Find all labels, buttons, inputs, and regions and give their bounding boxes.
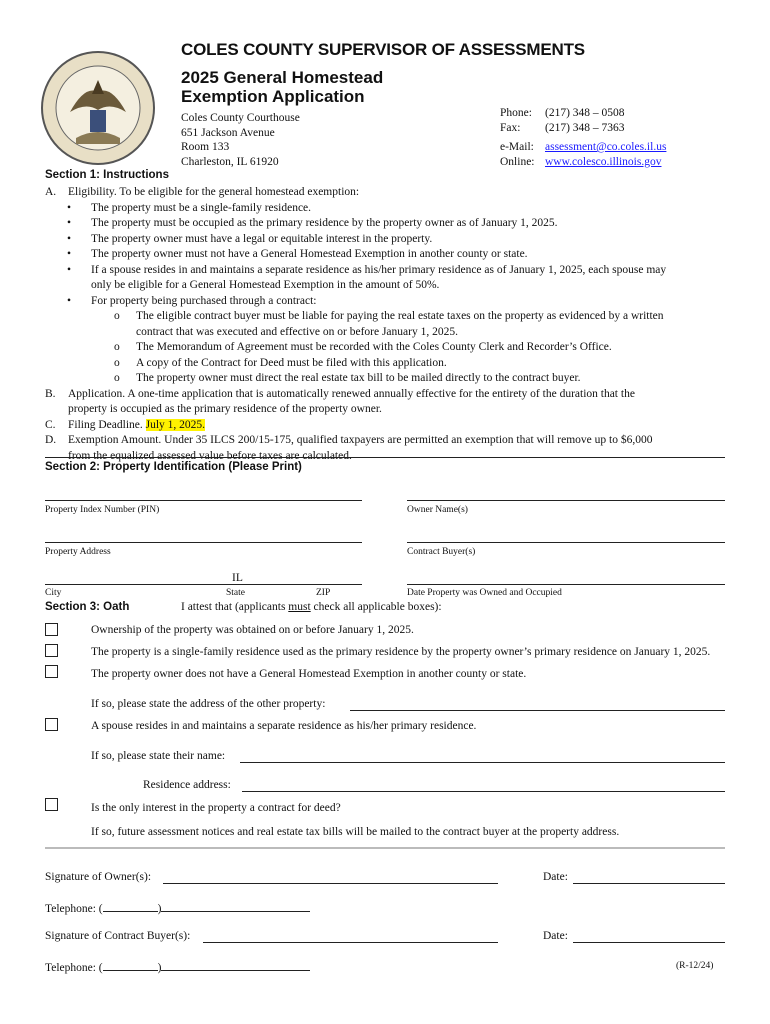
sub-item-cont: contract that was executed and effective on or before January 1, 2025.: [136, 325, 458, 338]
date-owned-label: Date Property was Owned and Occupied: [407, 588, 562, 598]
telephone-label: Telephone: (: [45, 962, 103, 974]
section3-title: Section 3: Oath: [45, 601, 130, 613]
oath-item: The property owner does not have a General Homestead Exemption in another county or state.: [91, 668, 527, 680]
checkbox-ownership-date[interactable]: [45, 623, 58, 636]
city-label: City: [45, 588, 62, 598]
bullet-item: The property must be a single-family residence.: [91, 201, 312, 214]
owner-name-label: Owner Name(s): [407, 505, 468, 515]
oath-item: Is the only interest in the property a contract for deed?: [91, 802, 341, 814]
telephone-field[interactable]: [161, 959, 310, 971]
bullet-item: The property must be occupied as the primary residence by the property owner as of January 1, 2025.: [91, 217, 558, 229]
buyer-date-label: Date:: [543, 930, 568, 942]
owner-telephone: [45, 900, 310, 915]
email-label: e-Mail:: [500, 141, 534, 153]
bullet-item: If a spouse resides in and maintains a separate residence as his/her primary residence as of January 1, 2025, each spouse may: [91, 263, 667, 276]
city-state-zip-field[interactable]: [45, 584, 362, 585]
owner-signature-label: Signature of Owner(s):: [45, 871, 152, 883]
fax-label: Fax:: [500, 121, 521, 134]
application-text: Application. A one-time application that is automatically renewed annually effective for the entirety of the duration that the: [68, 387, 635, 400]
oath-attest-text: [181, 601, 442, 613]
pin-field[interactable]: [45, 500, 362, 501]
attest-pre: I attest that (applicants: [181, 601, 289, 613]
attest-post: check all applicable boxes):: [310, 601, 442, 613]
pin-label: Property Index Number (PIN): [45, 505, 160, 515]
oath-item: Ownership of the property was obtained on or before January 1, 2025.: [91, 624, 414, 636]
buyer-signature-field[interactable]: [203, 942, 498, 943]
form-title-line2: Exemption Application: [181, 87, 365, 106]
checkbox-contract-for-deed[interactable]: [45, 798, 58, 811]
buyer-telephone: [45, 959, 310, 974]
property-address-field[interactable]: [45, 542, 362, 543]
address-line: 651 Jackson Avenue: [181, 126, 275, 139]
telephone-label: Telephone: (: [45, 903, 103, 915]
spouse-name-field[interactable]: [240, 762, 725, 763]
address-line: Room 133: [181, 141, 230, 153]
item-letter: C.: [45, 418, 56, 431]
exemption-amount-text: Exemption Amount. Under 35 ILCS 200/15-175, qualified taxpayers are permitted an exemption that will remove up to $6,000: [68, 434, 653, 446]
contract-buyer-label: Contract Buyer(s): [407, 547, 476, 557]
area-code-field[interactable]: [103, 959, 158, 971]
signature-divider: [45, 847, 725, 849]
item-letter: D.: [45, 434, 57, 446]
phone-label: Phone:: [500, 107, 532, 119]
state-value: IL: [232, 572, 243, 584]
bullet-item: The property owner must not have a General Homestead Exemption in another county or state.: [91, 248, 528, 260]
application-text-cont: property is occupied as the primary residence of the property owner.: [68, 403, 382, 415]
sub-item: The eligible contract buyer must be liable for paying the real estate taxes on the property as evidenced by a written: [136, 310, 664, 322]
area-code-field[interactable]: [103, 900, 158, 912]
owner-signature-field[interactable]: [163, 883, 498, 884]
bullet-item-cont: only be eligible for a General Homestead Exemption in the amount of 50%.: [91, 279, 440, 291]
owner-name-field[interactable]: [407, 500, 725, 501]
office-address: [181, 111, 300, 169]
county-seal: [40, 50, 156, 166]
filing-deadline-label: Filing Deadline.: [68, 418, 143, 431]
contract-buyer-field[interactable]: [407, 542, 725, 543]
address-line: Charleston, IL 61920: [181, 155, 279, 168]
item-letter: A.: [45, 186, 57, 198]
owner-date-field[interactable]: [573, 883, 725, 884]
email-link[interactable]: assessment@co.coles.il.us: [545, 141, 667, 153]
oath-item: A spouse resides in and maintains a separate residence as his/her primary residence.: [91, 720, 477, 732]
fax-value: (217) 348 – 7363: [545, 121, 625, 134]
residence-address-field[interactable]: [242, 791, 725, 792]
buyer-signature-label: Signature of Contract Buyer(s):: [45, 930, 191, 942]
attest-must: must: [288, 601, 311, 613]
contract-note: If so, future assessment notices and real estate tax bills will be mailed to the contract buyer at the property address.: [91, 826, 620, 838]
website-link[interactable]: www.colesco.illinois.gov: [545, 155, 662, 168]
checkbox-spouse-separate[interactable]: [45, 718, 58, 731]
residence-address-label: Residence address:: [143, 779, 231, 791]
property-address-label: Property Address: [45, 547, 111, 557]
instructions: [45, 185, 745, 464]
exemption-amount-text-cont: from the equalized assessed value before taxes are calculated.: [68, 449, 352, 462]
contact-info: [500, 106, 666, 169]
form-code: (R-12/24): [676, 961, 714, 971]
eligibility-text: Eligibility. To be eligible for the general homestead exemption:: [68, 186, 360, 198]
other-property-label: If so, please state the address of the other property:: [91, 698, 326, 710]
telephone-close: ): [157, 962, 162, 974]
office-title: COLES COUNTY SUPERVISOR OF ASSESSMENTS: [181, 40, 585, 59]
bullet-item: The property owner must have a legal or equitable interest in the property.: [91, 232, 433, 245]
checkbox-no-other-exemption[interactable]: [45, 665, 58, 678]
bullet-item: For property being purchased through a contract:: [91, 294, 317, 307]
buyer-date-field[interactable]: [573, 942, 725, 943]
telephone-close: ): [157, 903, 162, 915]
their-name-label: If so, please state their name:: [91, 750, 226, 762]
item-letter: B.: [45, 387, 56, 400]
telephone-field[interactable]: [161, 900, 310, 912]
filing-deadline-date: July 1, 2025.: [145, 418, 206, 431]
sub-item: The Memorandum of Agreement must be recorded with the Coles County Clerk and Recorder’s Office.: [136, 341, 612, 353]
address-line: Coles County Courthouse: [181, 112, 300, 124]
online-label: Online:: [500, 155, 535, 168]
other-property-field[interactable]: [350, 710, 725, 711]
form-title-line1: 2025 General Homestead: [181, 68, 384, 87]
sub-item: The property owner must direct the real estate tax bill to be mailed directly to the contract buyer.: [136, 372, 581, 384]
section-divider: [45, 457, 725, 458]
sub-item: A copy of the Contract for Deed must be filed with this application.: [136, 356, 447, 369]
date-owned-field[interactable]: [407, 584, 725, 585]
section1-title: Section 1: Instructions: [45, 169, 169, 181]
checkbox-single-family[interactable]: [45, 644, 58, 657]
state-label: State: [226, 588, 245, 598]
owner-date-label: Date:: [543, 871, 568, 883]
section2-title: Section 2: Property Identification (Please Print): [45, 461, 302, 473]
oath-item: The property is a single-family residence used as the primary residence by the property owner’s primary residence on January 1, 2025.: [91, 646, 711, 658]
zip-label: ZIP: [316, 588, 331, 598]
phone-value: (217) 348 – 0508: [545, 107, 625, 119]
